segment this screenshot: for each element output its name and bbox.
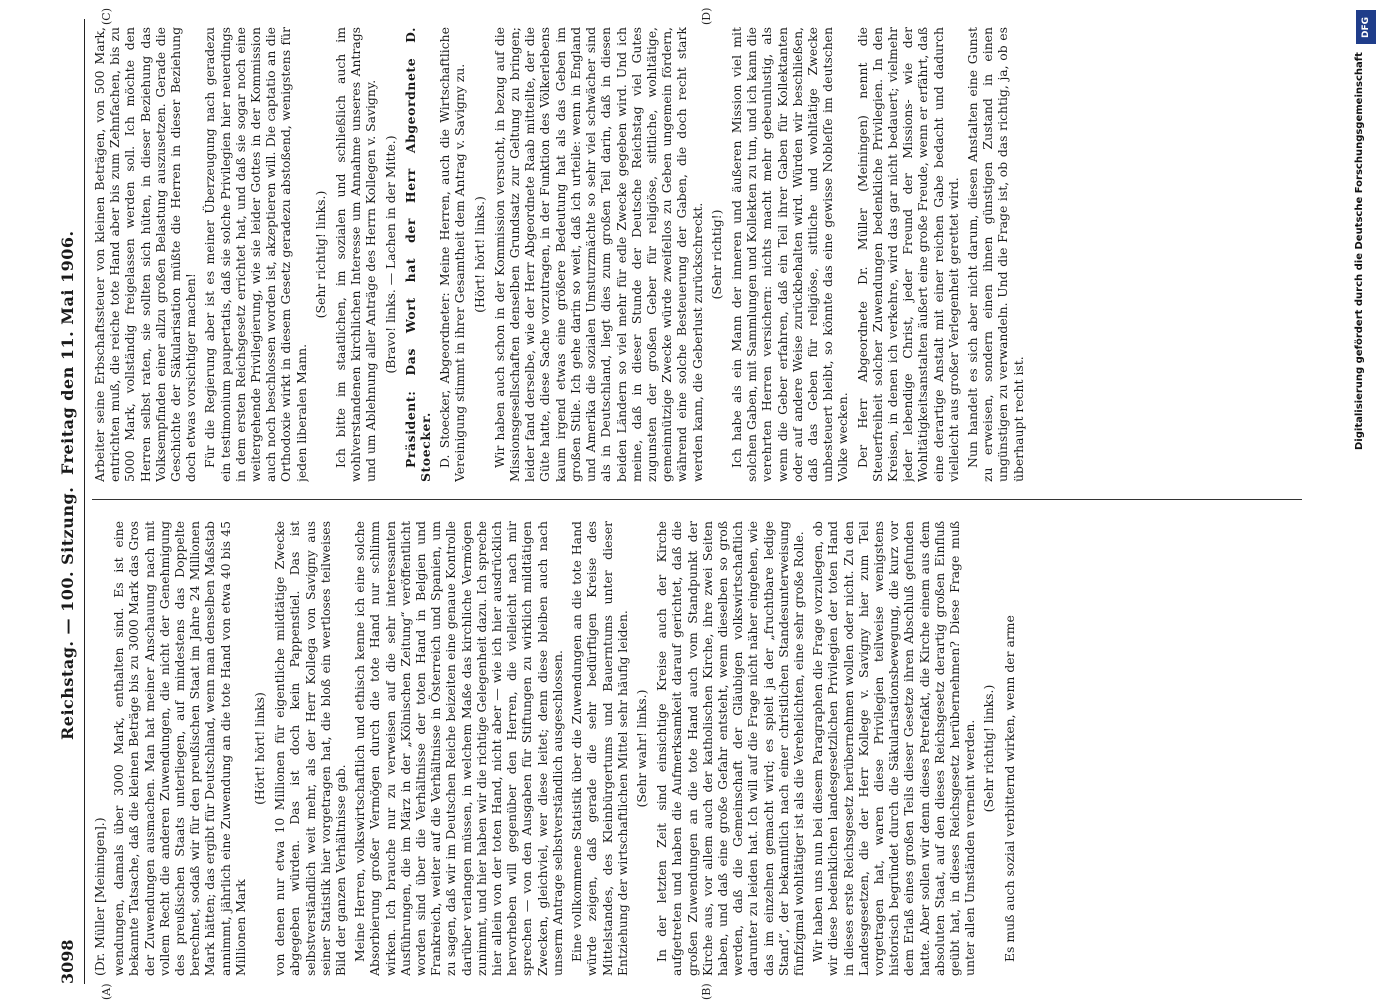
paragraph: In der letzten Zeit sind einsichtige Kreise auch der Kirche aufgetreten und haben die Aufmerksamkeit darauf gerichtet, daß die großen Zuwendungen an die tote Hand auch vom Standpunkt der Kirche aus, vor allem auch der katholischen Kirche, ihre zwei Seiten haben, und daß eine große Gefahr entsteht, wenn dieselben so groß werden, daß die Gemeinschaft der Gläubigen volkswirtschaftlich darunter zu leiden hat. Ich will auf die Frage nicht näher eingehen, wie das im einzelnen gemacht wird; es spielt ja der „fruchtbare ledige Stand“, der bekanntlich nach einer christlichen Standesunterweisung fünfzigmal wohltätiger ist als die Verehelichten, eine sehr große Rolle. [654, 521, 806, 976]
margin-marker-a: (A) [100, 983, 113, 1000]
left-column [92, 521, 1312, 976]
margin-marker-d: (D) [700, 7, 713, 25]
paragraph: Arbeiter seine Erbschaftssteuer von kleinen Beträgen, von 500 Mark, entrichten muß, die reiche tote Hand aber bis zum Zehnfachen, bis zu 5000 Mark, vollständig freigelassen werden soll. Ich möchte den Herren selbst raten, sie sollten sich hüten, in dieser Beziehung das Volksempfinden einer allzu großen Belastung auszusetzen. Gerade die Geschichte der Säkularisation müßte die Herren in dieser Beziehung doch etwas vorsichtiger machen! [92, 27, 199, 482]
paragraph: Eine vollkommene Statistik über die Zuwendungen an die tote Hand würde zeigen, daß gerade die sehr bedürftigen Kreise des Mittelstandes, des Kleinbürgertums und Bauerntums unter dieser Entziehung der wirtschaftlichen Mittel sehr häufig leiden. [569, 521, 630, 976]
margin-marker-c: (C) [100, 8, 113, 25]
header-rule [84, 19, 85, 984]
page-header [58, 0, 84, 1000]
interjection: (Hört! hört! links.) [471, 196, 487, 313]
margin-marker-b: (B) [700, 983, 713, 1000]
funding-credit: Digitalisierung gefördert durch die Deutsche Forschungsgemeinschaft [1354, 52, 1365, 450]
paragraph: Meine Herren, volkswirtschaftlich und ethisch kenne ich eine solche Absorbierung großer Vermögen durch die tote Hand nur schlimm wirken. Ich brauche nur zu verweisen auf die sehr interessanten Ausführungen, die im März in der „Kölnischen Zeitung“ veröffentlicht worden sind über die Verhältnisse der toten Hand in Belgien und Frankreich, weiter auf die Verhältnisse in Österreich und Spanien, um zu sagen, daß wir im Deutschen Reiche beizeiten eine genaue Kontrolle darüber verlangen müssen, in welchem Maße das kirchliche Vermögen zunimmt, und hier haben wir die richtige Gelegenheit dazu. Ich spreche hier allein von der toten Hand, nicht aber — wie ich hier ausdrücklich hervorheben will gegenüber den Herren, die vielleicht nach mir sprechen — von den Ausgaben für Stiftungen zu wirklich mildtätigen Zwecken, gleichviel, wer diese leitet; denn diese bleiben auch nach unserm Antrage selbstverständlich ausgeschlossen. [352, 521, 565, 976]
paragraph: wendungen, damals über 3000 Mark, enthalten sind. Es ist eine bekannte Tatsache, daß die kleinen Beträge bis zu 3000 Mark das Gros der Zuwendungen ausmachen. Man hat meiner Anschauung nach mit vollem Recht die anderen Zuwendungen, die nicht der Genehmigung des preußischen Staats unterliegen, auf mindestens das Doppelte berechnet, sodaß wir für den preußischen Staat im Jahre 24 Millionen Mark hätten; das ergibt für Deutschland, wenn man denselben Maßstab annimmt, jährlich eine Zuwendung an die tote Hand von etwa 40 bis 45 Millionen Mark [111, 521, 248, 976]
interjection: (Sehr richtig!) [708, 209, 724, 300]
paragraph: Für die Regierung aber ist es meiner Überzeugung nach geradezu ein testimonium paupertatis, daß sie solche Privilegien hier neuerdings in dem ersten Reichsgesetz errichtet hat, und daß sie sogar noch eine weitergehende Privilegierung, wie sie leider Gottes in der Kommission auch noch beschlossen worden ist, akzeptieren will. Die captatio an die Orthodoxie wirkt in diesem Gesetz geradezu abstoßend, wenigstens für jeden liberalen Mann. [202, 27, 309, 482]
interjection: (Sehr wahr! links.) [633, 689, 649, 808]
speaker-header: (Dr. Müller [Meiningen].) [92, 817, 107, 976]
dfg-logo: DFG [1356, 10, 1376, 44]
interjection: (Sehr richtig! links.) [312, 190, 328, 319]
session-title: Reichstag. — 100. Sitzung. [58, 486, 77, 740]
interjection: (Bravo! links. — Lachen in der Mitte.) [382, 135, 398, 374]
interjection: (Hört! hört! links) [252, 692, 268, 805]
session-date: Freitag den 11. Mai 1906. [58, 230, 77, 475]
right-column [92, 27, 1312, 482]
president-remark: Präsident: Das Wort hat der Herr Abgeordnete D. Stoecker. [402, 27, 434, 482]
paragraph: Der Herr Abgeordnete Dr. Müller (Meiningen) nennt die Steuerfreiheit solcher Zuwendungen bedenkliche Privilegien. In den Kreisen, in denen ich verkehre, wird das gar nicht bedauert; vielmehr jeder lebendige Christ, jeder Freund der Missions- wie der Wohltätigkeitsanstalten äußert eine große Freude, wenn er erfährt, daß eine derartige Anstalt mit einer reichen Gabe bedacht und dadurch vielleicht aus großer Verlegenheit gerettet wird. [854, 27, 961, 482]
digitization-strip [1351, 0, 1383, 1000]
column-divider [92, 499, 1302, 500]
paragraph: Wir haben auch schon in der Kommission versucht, in bezug auf die Missionsgesellschaften denselben Grundsatz zur Geltung zu bringen; leider fand derselbe, wie der Herr Abgeordnete Raab mitteilte, der die Güte hatte, diese Sache vorzutragen, in der Funktion des Völkerlebens kaum irgend etwas eine größere Bedeutung hat als das Geben im großen Stile. Ich gehe darin so weit, daß ich urteile: wenn in England und Amerika die sozialen Umsturzmächte so sehr viel schwächer sind als in Deutschland, liegt dies zum großen Teil darin, daß in diesen beiden Ländern so viel mehr für edle Zwecke gegeben wird. Und ich meine, daß in dieser Stunde der Deutsche Reichstag viel Gutes zugunsten der großen Geber für religiöse, sittliche, wohltätige, gemeinnützige Zwecke würde zweifellos zu Geben ungemein fördern, während eine solche Besteuerung der Gaben, die doch recht stark werden kann, die Geberlust zurückschreckt. [491, 27, 705, 482]
page-number: 3098 [58, 939, 77, 984]
paragraph: Nun handelt es sich aber nicht darum, diesen Anstalten eine Gunst zu erweisen, sondern einen ihnen günstigen Zustand in einen ungünstigen zu verwandeln. Und die Frage ist, ob das richtig, ja, ob es überhaupt recht ist. [964, 27, 1026, 482]
speaker-paragraph: D. Stoecker, Abgeordneter: Meine Herren, auch die Wirtschaftliche Vereinigung stimmt in ihrer Gesamtheit dem Antrag v. Savigny zu. [437, 27, 468, 482]
paragraph: Es muß auch sozial verbitternd wirken, wenn der arme [1001, 615, 1017, 962]
paragraph: Ich bitte im staatlichen, im sozialen und schließlich auch im wohlverstandenen kirchlichen Interesse um Annahme unseres Antrags und um Ablehnung aller Anträge des Herrn Kollegen v. Savigny. [333, 27, 379, 482]
paragraph: Ich habe als ein Mann der inneren und äußeren Mission viel mit solchen Gaben, mit Sammlungen und Kollekten zu tun, und ich kann die verehrten Herren versichern: nichts macht mehr gebeunlustig, als wenn die Geber erfahren, daß ein Teil ihrer Gaben für Kollektanten oder auf andere Weise zurückbehalten wird. Würden wir beschließen, daß das Geben für religiöse, sittliche und wohltätige Zwecke unbesteuert bleibt, so könnte das eine gewisse Nobleſſe im deutschen Volke wecken. [728, 27, 851, 482]
interjection: (Sehr richtig! links.) [981, 684, 997, 813]
paragraph: Wir haben uns nun bei diesem Paragraphen die Frage vorzulegen, ob wir diese bedenklichen landesgesetzlichen Privilegien der toten Hand in dieses erste Reichsgesetz herübernehmen wollen oder nicht. Zu den Landesgesetzen, die der Herr Kollege v. Savigny hier zum Teil vorgetragen hat, waren diese Privilegien teilweise wenigstens historisch begründet durch die Säkularisationsbewegung, die kurz vor dem Erlaß eines großen Teils dieser Gesetze ihren Abschluß gefunden hatte. Aber sollen wir denn dieses Petrefakt, die Kirche einem aus dem absoluten Staat, auf den dieses Reichsgesetz derartig großen Einfluß geübt hat, in dieses Reichsgesetz herübernehmen? Diese Frage muß unter allen Umständen verneint werden. [810, 521, 978, 976]
paragraph: von denen nur etwa 10 Millionen für eigentliche mildtätige Zwecke abgegeben würden. Das ist doch kein Pappenstiel. Das ist selbstverständlich weit mehr, als der Herr Kollega von Savigny aus seiner Statistik hier vorgetragen hat, die bloß ein wertloses teilweises Bild der ganzen Verhältnisse gab. [272, 521, 349, 976]
